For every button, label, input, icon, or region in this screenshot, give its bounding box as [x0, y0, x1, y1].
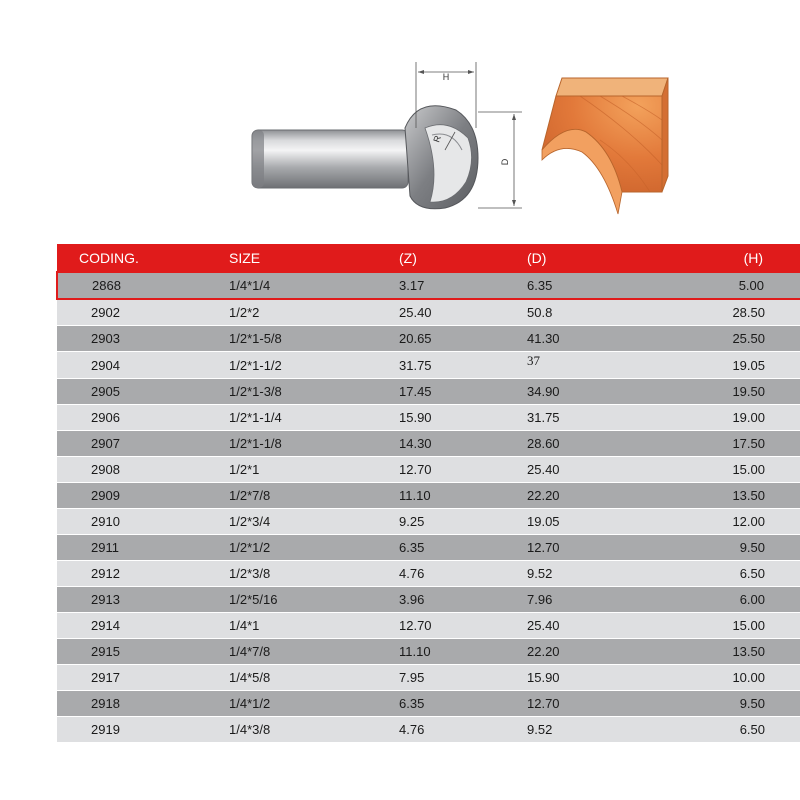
cell-d: 9.52 — [527, 561, 659, 587]
table-row — [57, 379, 800, 405]
cell-z: 25.40 — [399, 299, 527, 326]
table-body — [57, 272, 800, 743]
cell-size: 1/2*1-1/2 — [229, 352, 399, 379]
cell-coding: 2906 — [57, 405, 229, 431]
cell-h: 28.50 — [659, 299, 800, 326]
router-bit-figure — [0, 0, 800, 240]
header-coding: CODING. — [57, 244, 229, 272]
cell-h: 13.50 — [659, 483, 800, 509]
cell-z: 31.75 — [399, 352, 527, 379]
cell-size: 1/2*1-1/4 — [229, 405, 399, 431]
cell-size: 1/4*1 — [229, 613, 399, 639]
cell-h: 12.00 — [659, 509, 800, 535]
cell-coding: 2868 — [57, 272, 229, 299]
cell-d: 9.52 — [527, 717, 659, 743]
cell-size: 1/4*3/8 — [229, 717, 399, 743]
dimension-d-label: D — [500, 158, 510, 166]
cell-size: 1/4*5/8 — [229, 665, 399, 691]
cell-d: 6.35 — [527, 272, 659, 299]
cell-z: 9.25 — [399, 509, 527, 535]
cell-h: 6.50 — [659, 717, 800, 743]
cell-coding: 2914 — [57, 613, 229, 639]
cell-coding: 2911 — [57, 535, 229, 561]
cell-size: 1/2*7/8 — [229, 483, 399, 509]
cell-coding: 2910 — [57, 509, 229, 535]
table-row — [57, 639, 800, 665]
cell-z: 11.10 — [399, 639, 527, 665]
cell-size: 1/2*5/16 — [229, 587, 399, 613]
cell-coding: 2919 — [57, 717, 229, 743]
table-row — [57, 613, 800, 639]
cell-d: 12.70 — [527, 691, 659, 717]
table-row — [57, 535, 800, 561]
cell-coding: 2913 — [57, 587, 229, 613]
table-row — [57, 691, 800, 717]
table-row — [57, 352, 800, 379]
table-row — [57, 299, 800, 326]
cell-coding: 2902 — [57, 299, 229, 326]
cell-size: 1/2*3/4 — [229, 509, 399, 535]
cell-h: 15.00 — [659, 457, 800, 483]
cell-z: 14.30 — [399, 431, 527, 457]
dimension-d — [478, 112, 522, 208]
cell-d: 12.70 — [527, 535, 659, 561]
cell-size: 1/2*1-3/8 — [229, 379, 399, 405]
dimension-h-label: H — [442, 72, 450, 82]
cell-coding: 2915 — [57, 639, 229, 665]
cell-coding: 2909 — [57, 483, 229, 509]
spec-table — [56, 244, 800, 743]
cell-h: 19.00 — [659, 405, 800, 431]
cell-coding: 2907 — [57, 431, 229, 457]
cell-d: 50.8 — [527, 299, 659, 326]
cell-d: 25.40 — [527, 613, 659, 639]
cell-h: 17.50 — [659, 431, 800, 457]
bit-shank — [252, 130, 408, 188]
cell-coding: 2905 — [57, 379, 229, 405]
header-h: (H) — [659, 244, 800, 272]
cell-h: 9.50 — [659, 691, 800, 717]
table-row — [57, 665, 800, 691]
cell-z: 3.96 — [399, 587, 527, 613]
cell-coding: 2904 — [57, 352, 229, 379]
table-row — [57, 561, 800, 587]
table-row — [57, 405, 800, 431]
cell-d: 7.96 — [527, 587, 659, 613]
cell-h: 5.00 — [659, 272, 800, 299]
wood-profile-illustration — [542, 78, 668, 214]
cell-d: 15.90 — [527, 665, 659, 691]
cell-size: 1/2*1 — [229, 457, 399, 483]
cell-z: 6.35 — [399, 691, 527, 717]
cell-h: 25.50 — [659, 326, 800, 352]
cell-coding: 2917 — [57, 665, 229, 691]
router-bit-diagram — [0, 0, 800, 240]
header-size: SIZE — [229, 244, 399, 272]
cell-coding: 2903 — [57, 326, 229, 352]
table-row — [57, 431, 800, 457]
table-row — [57, 509, 800, 535]
cell-size: 1/4*1/2 — [229, 691, 399, 717]
cell-z: 12.70 — [399, 613, 527, 639]
cell-size: 1/2*1-1/8 — [229, 431, 399, 457]
cell-h: 6.00 — [659, 587, 800, 613]
cell-coding: 2918 — [57, 691, 229, 717]
cell-coding: 2912 — [57, 561, 229, 587]
cell-size: 1/4*1/4 — [229, 272, 399, 299]
cell-size: 1/2*3/8 — [229, 561, 399, 587]
cell-z: 6.35 — [399, 535, 527, 561]
table-row — [57, 272, 800, 299]
table-row — [57, 326, 800, 352]
cell-z: 4.76 — [399, 561, 527, 587]
cell-h: 6.50 — [659, 561, 800, 587]
cell-z: 11.10 — [399, 483, 527, 509]
cell-z: 4.76 — [399, 717, 527, 743]
header-z: (Z) — [399, 244, 527, 272]
table-row — [57, 717, 800, 743]
cell-d: 37 — [527, 352, 659, 379]
cell-size: 1/2*1-5/8 — [229, 326, 399, 352]
cell-d: 22.20 — [527, 483, 659, 509]
cell-size: 1/4*7/8 — [229, 639, 399, 665]
cell-h: 10.00 — [659, 665, 800, 691]
cell-h: 15.00 — [659, 613, 800, 639]
cell-z: 17.45 — [399, 379, 527, 405]
cell-h: 19.50 — [659, 379, 800, 405]
cell-d: 41.30 — [527, 326, 659, 352]
cell-d: 19.05 — [527, 509, 659, 535]
cell-d: 28.60 — [527, 431, 659, 457]
cell-h: 9.50 — [659, 535, 800, 561]
cell-d: 31.75 — [527, 405, 659, 431]
cell-h: 19.05 — [659, 352, 800, 379]
cell-size: 1/2*1/2 — [229, 535, 399, 561]
cell-size: 1/2*2 — [229, 299, 399, 326]
table-row — [57, 587, 800, 613]
dimension-r-label: R — [431, 134, 443, 144]
table-header-row — [57, 244, 800, 272]
cell-z: 3.17 — [399, 272, 527, 299]
cell-z: 20.65 — [399, 326, 527, 352]
table-row — [57, 457, 800, 483]
cell-d: 22.20 — [527, 639, 659, 665]
cell-d: 25.40 — [527, 457, 659, 483]
cell-z: 12.70 — [399, 457, 527, 483]
cell-h: 13.50 — [659, 639, 800, 665]
cell-z: 7.95 — [399, 665, 527, 691]
cell-coding: 2908 — [57, 457, 229, 483]
header-d: (D) — [527, 244, 659, 272]
cell-z: 15.90 — [399, 405, 527, 431]
cell-d: 34.90 — [527, 379, 659, 405]
table-row — [57, 483, 800, 509]
